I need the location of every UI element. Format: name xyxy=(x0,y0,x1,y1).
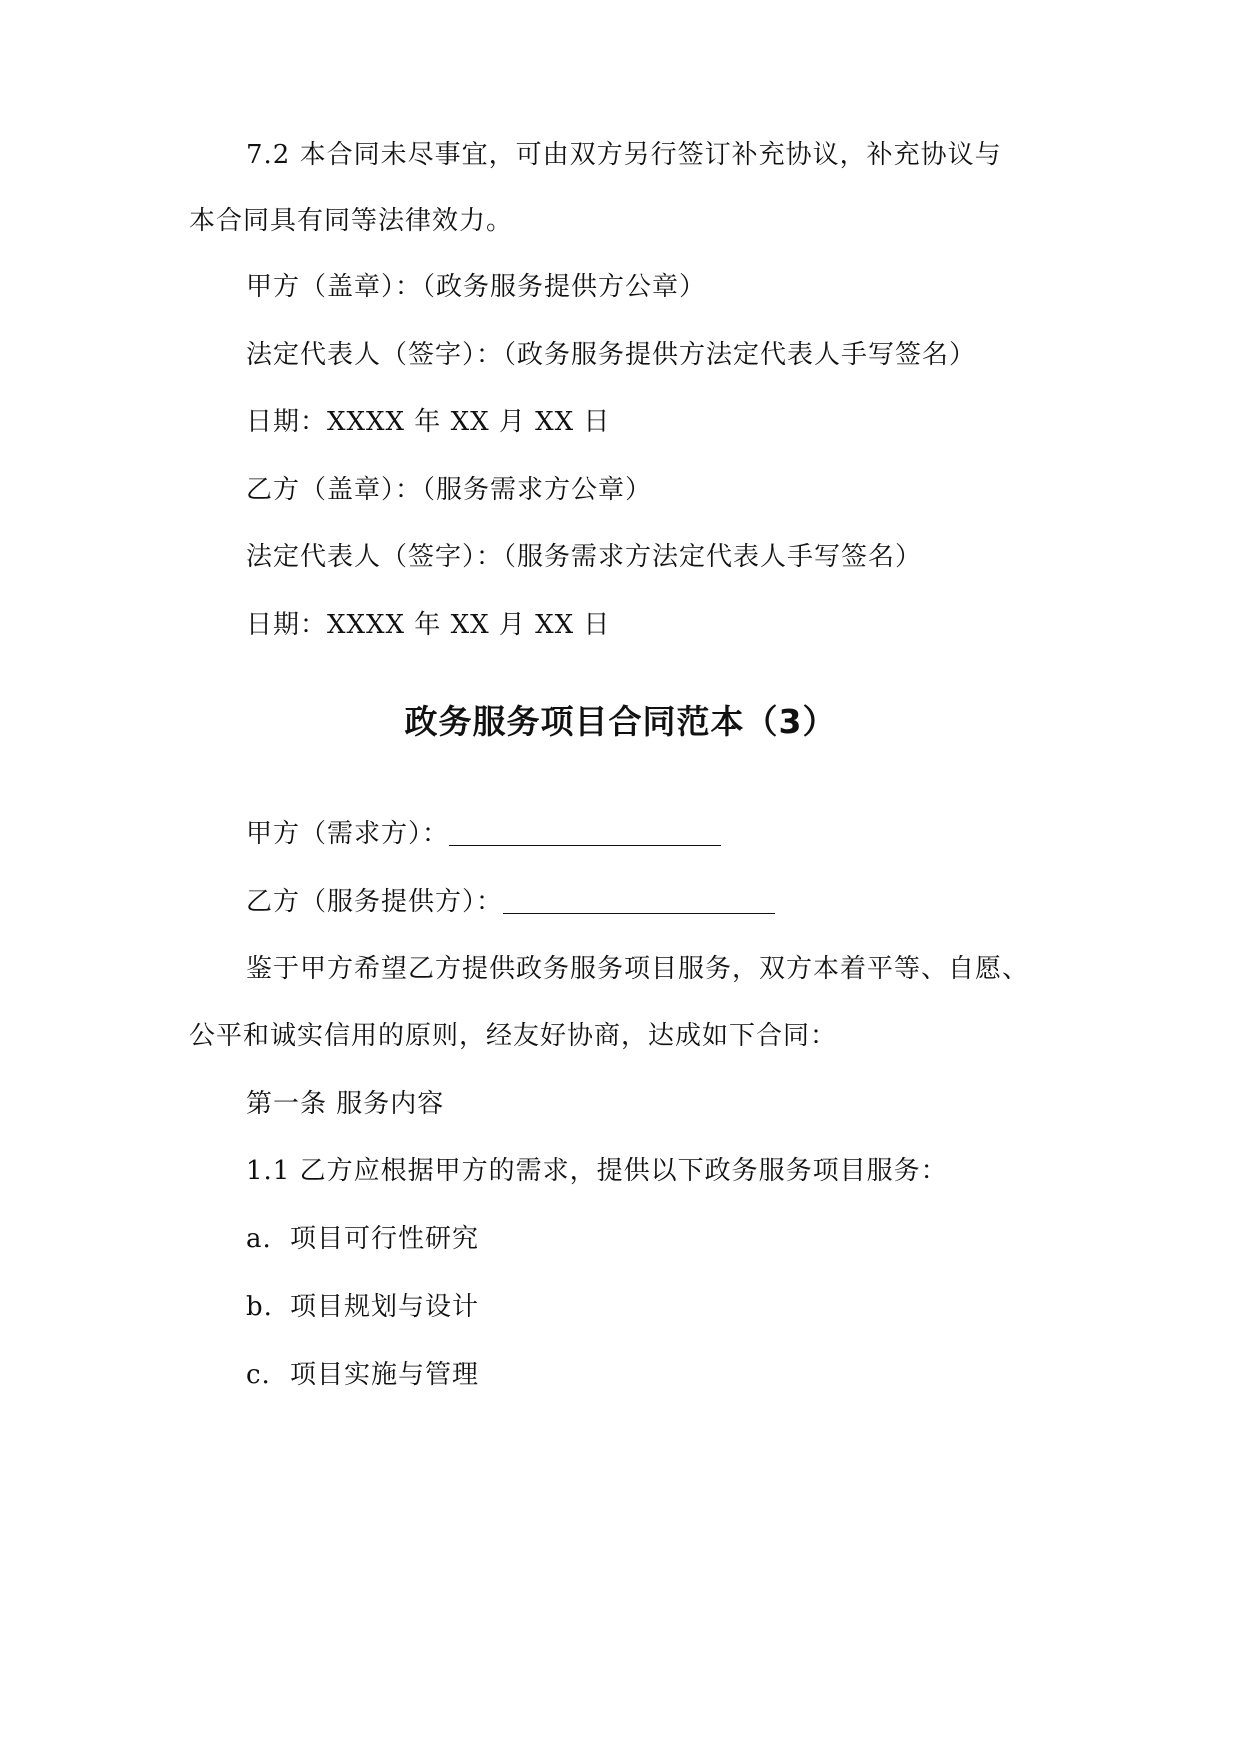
preamble-line1: 鉴于甲方希望乙方提供政务服务项目服务，双方本着平等、自愿、 xyxy=(246,954,1030,984)
clause-7-2-line2: 本合同具有同等法律效力。 xyxy=(189,206,514,236)
list-item-letter: a. xyxy=(246,1224,272,1254)
list-item-letter: b. xyxy=(246,1292,273,1322)
list-item xyxy=(246,1357,479,1393)
party-b-field xyxy=(246,884,775,920)
list-item-text: 项目规划与设计 xyxy=(290,1292,480,1322)
clause-1-1: 1.1 乙方应根据甲方的需求，提供以下政务服务项目服务： xyxy=(246,1156,948,1186)
party-a-seal-line: 甲方（盖章）：（政务服务提供方公章） xyxy=(246,272,707,302)
party-a-date-line: 日期：XXXX 年 XX 月 XX 日 xyxy=(246,407,611,437)
contract-title: 政务服务项目合同范本（3） xyxy=(404,702,837,741)
party-b-seal-line: 乙方（盖章）：（服务需求方公章） xyxy=(246,475,653,505)
party-a-field xyxy=(246,816,721,852)
list-item-letter: c. xyxy=(246,1360,271,1390)
party-a-label: 甲方（需求方）： xyxy=(246,819,450,849)
list-item-text: 项目可行性研究 xyxy=(290,1224,480,1254)
article-1-heading: 第一条 服务内容 xyxy=(246,1089,445,1119)
preamble-line2: 公平和诚实信用的原则，经友好协商，达成如下合同： xyxy=(189,1021,838,1051)
clause-7-2-line1: 7.2 本合同未尽事宜，可由双方另行签订补充协议，补充协议与 xyxy=(246,140,1002,170)
party-a-blank xyxy=(449,819,721,846)
party-b-representative-line: 法定代表人（签字）：（服务需求方法定代表人手写签名） xyxy=(246,542,923,572)
party-a-representative-line: 法定代表人（签字）：（政务服务提供方法定代表人手写签名） xyxy=(246,340,977,370)
party-b-label: 乙方（服务提供方）： xyxy=(246,887,504,917)
list-item xyxy=(246,1221,479,1257)
party-b-date-line: 日期：XXXX 年 XX 月 XX 日 xyxy=(246,610,611,640)
list-item-text: 项目实施与管理 xyxy=(290,1360,480,1390)
party-b-blank xyxy=(503,887,775,914)
list-item xyxy=(246,1289,479,1325)
